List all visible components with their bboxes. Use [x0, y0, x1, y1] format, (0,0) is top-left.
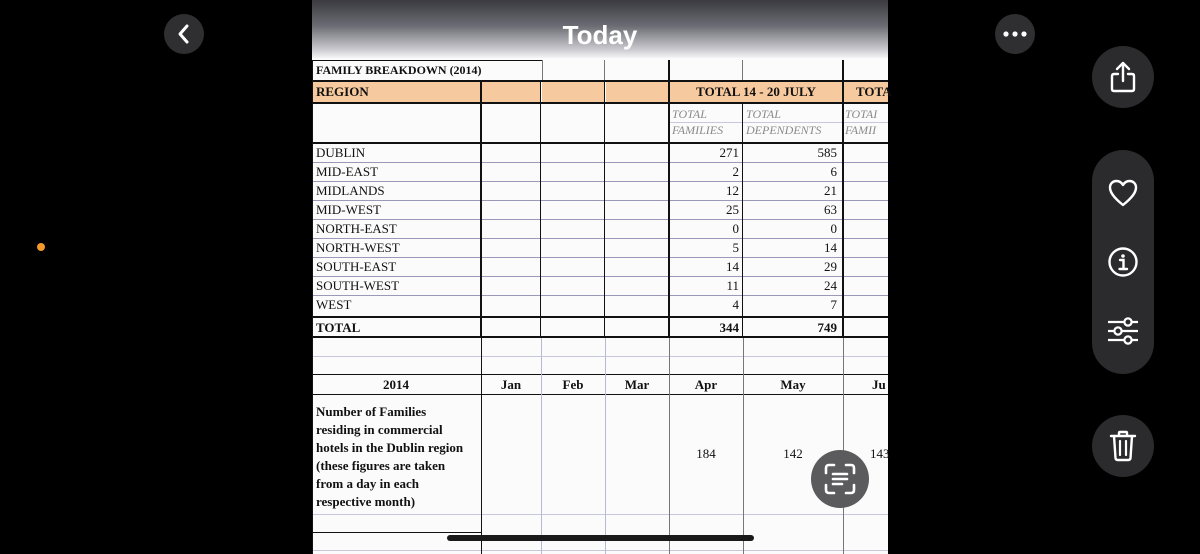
families-value: 2 — [732, 164, 739, 179]
live-text-button[interactable] — [811, 450, 869, 508]
header-cell — [482, 82, 540, 102]
sliders-icon — [1106, 316, 1140, 346]
region-name: WEST — [316, 297, 352, 312]
families-value: 5 — [732, 240, 739, 255]
status-dot — [37, 243, 45, 251]
region-header: REGION — [316, 84, 369, 99]
total-label: TOTAL — [316, 320, 361, 335]
hotel-row-label: Number of Families residing in commercial hotels in the Dublin region (these figures are taken from a day in each respective month) — [316, 404, 464, 509]
actions-group — [1092, 150, 1154, 374]
month-feb: Feb — [562, 377, 584, 392]
families-value: 4 — [732, 297, 739, 312]
dependents-value: 7 — [830, 297, 837, 312]
hotel-value-may: 142 — [783, 446, 803, 461]
heart-icon — [1107, 178, 1139, 208]
hotel-value-apr: 184 — [696, 446, 716, 461]
region-name: SOUTH-EAST — [316, 259, 397, 274]
table-caption: FAMILY BREAKDOWN (2014) — [316, 63, 482, 77]
families-value: 271 — [719, 145, 739, 160]
month-jun: Ju — [872, 377, 886, 392]
families-value: 12 — [726, 183, 739, 198]
month-jan: Jan — [500, 377, 522, 392]
text-scan-icon — [823, 462, 857, 496]
month-mar: Mar — [624, 377, 650, 392]
info-button[interactable] — [1092, 231, 1154, 293]
region-name: MIDLANDS — [316, 183, 385, 198]
photo-viewer[interactable] — [312, 0, 892, 554]
region-name: SOUTH-WEST — [316, 278, 400, 293]
dependents-value: 24 — [824, 278, 837, 293]
hotel-value-jun: 143 — [870, 446, 890, 461]
year-header: 2014 — [383, 377, 409, 392]
delete-button[interactable] — [1092, 415, 1154, 477]
subheader-next: TOTAI FAMII — [845, 107, 878, 137]
dependents-value: 21 — [824, 183, 837, 198]
dependents-value: 29 — [824, 259, 837, 274]
dependents-value: 585 — [817, 145, 837, 160]
month-may: May — [780, 377, 806, 392]
subheader-total-dependents: TOTAL DEPENDENTS — [746, 107, 822, 137]
info-icon — [1107, 246, 1139, 278]
share-icon — [1108, 60, 1138, 94]
header-cell — [542, 82, 604, 102]
month-apr: Apr — [694, 377, 718, 392]
region-name: MID-EAST — [316, 164, 379, 179]
dependents-value: 6 — [830, 164, 837, 179]
region-name: DUBLIN — [316, 145, 366, 160]
favorite-button[interactable] — [1092, 162, 1154, 224]
region-name: NORTH-WEST — [316, 240, 400, 255]
region-name: MID-WEST — [316, 202, 381, 217]
dependents-value: 0 — [830, 221, 837, 236]
families-value: 11 — [726, 278, 739, 293]
families-value: 0 — [732, 221, 739, 236]
total-dependents: 749 — [817, 320, 837, 335]
share-button[interactable] — [1092, 46, 1154, 108]
total-families: 344 — [719, 320, 739, 335]
subheader-total-families: TOTAL FAMILIES — [672, 107, 724, 137]
trash-icon — [1108, 429, 1138, 463]
dependents-value: 63 — [824, 202, 837, 217]
dependents-value: 14 — [824, 240, 837, 255]
adjust-button[interactable] — [1092, 300, 1154, 362]
families-value: 25 — [726, 202, 739, 217]
page-title: Today — [562, 20, 638, 50]
families-value: 14 — [726, 259, 739, 274]
region-name: NORTH-EAST — [316, 221, 397, 236]
total-week-header: TOTAL 14 - 20 JULY — [670, 82, 842, 102]
next-total-header: TOTA — [844, 82, 888, 102]
home-indicator — [447, 535, 754, 541]
header-cell — [606, 82, 668, 102]
